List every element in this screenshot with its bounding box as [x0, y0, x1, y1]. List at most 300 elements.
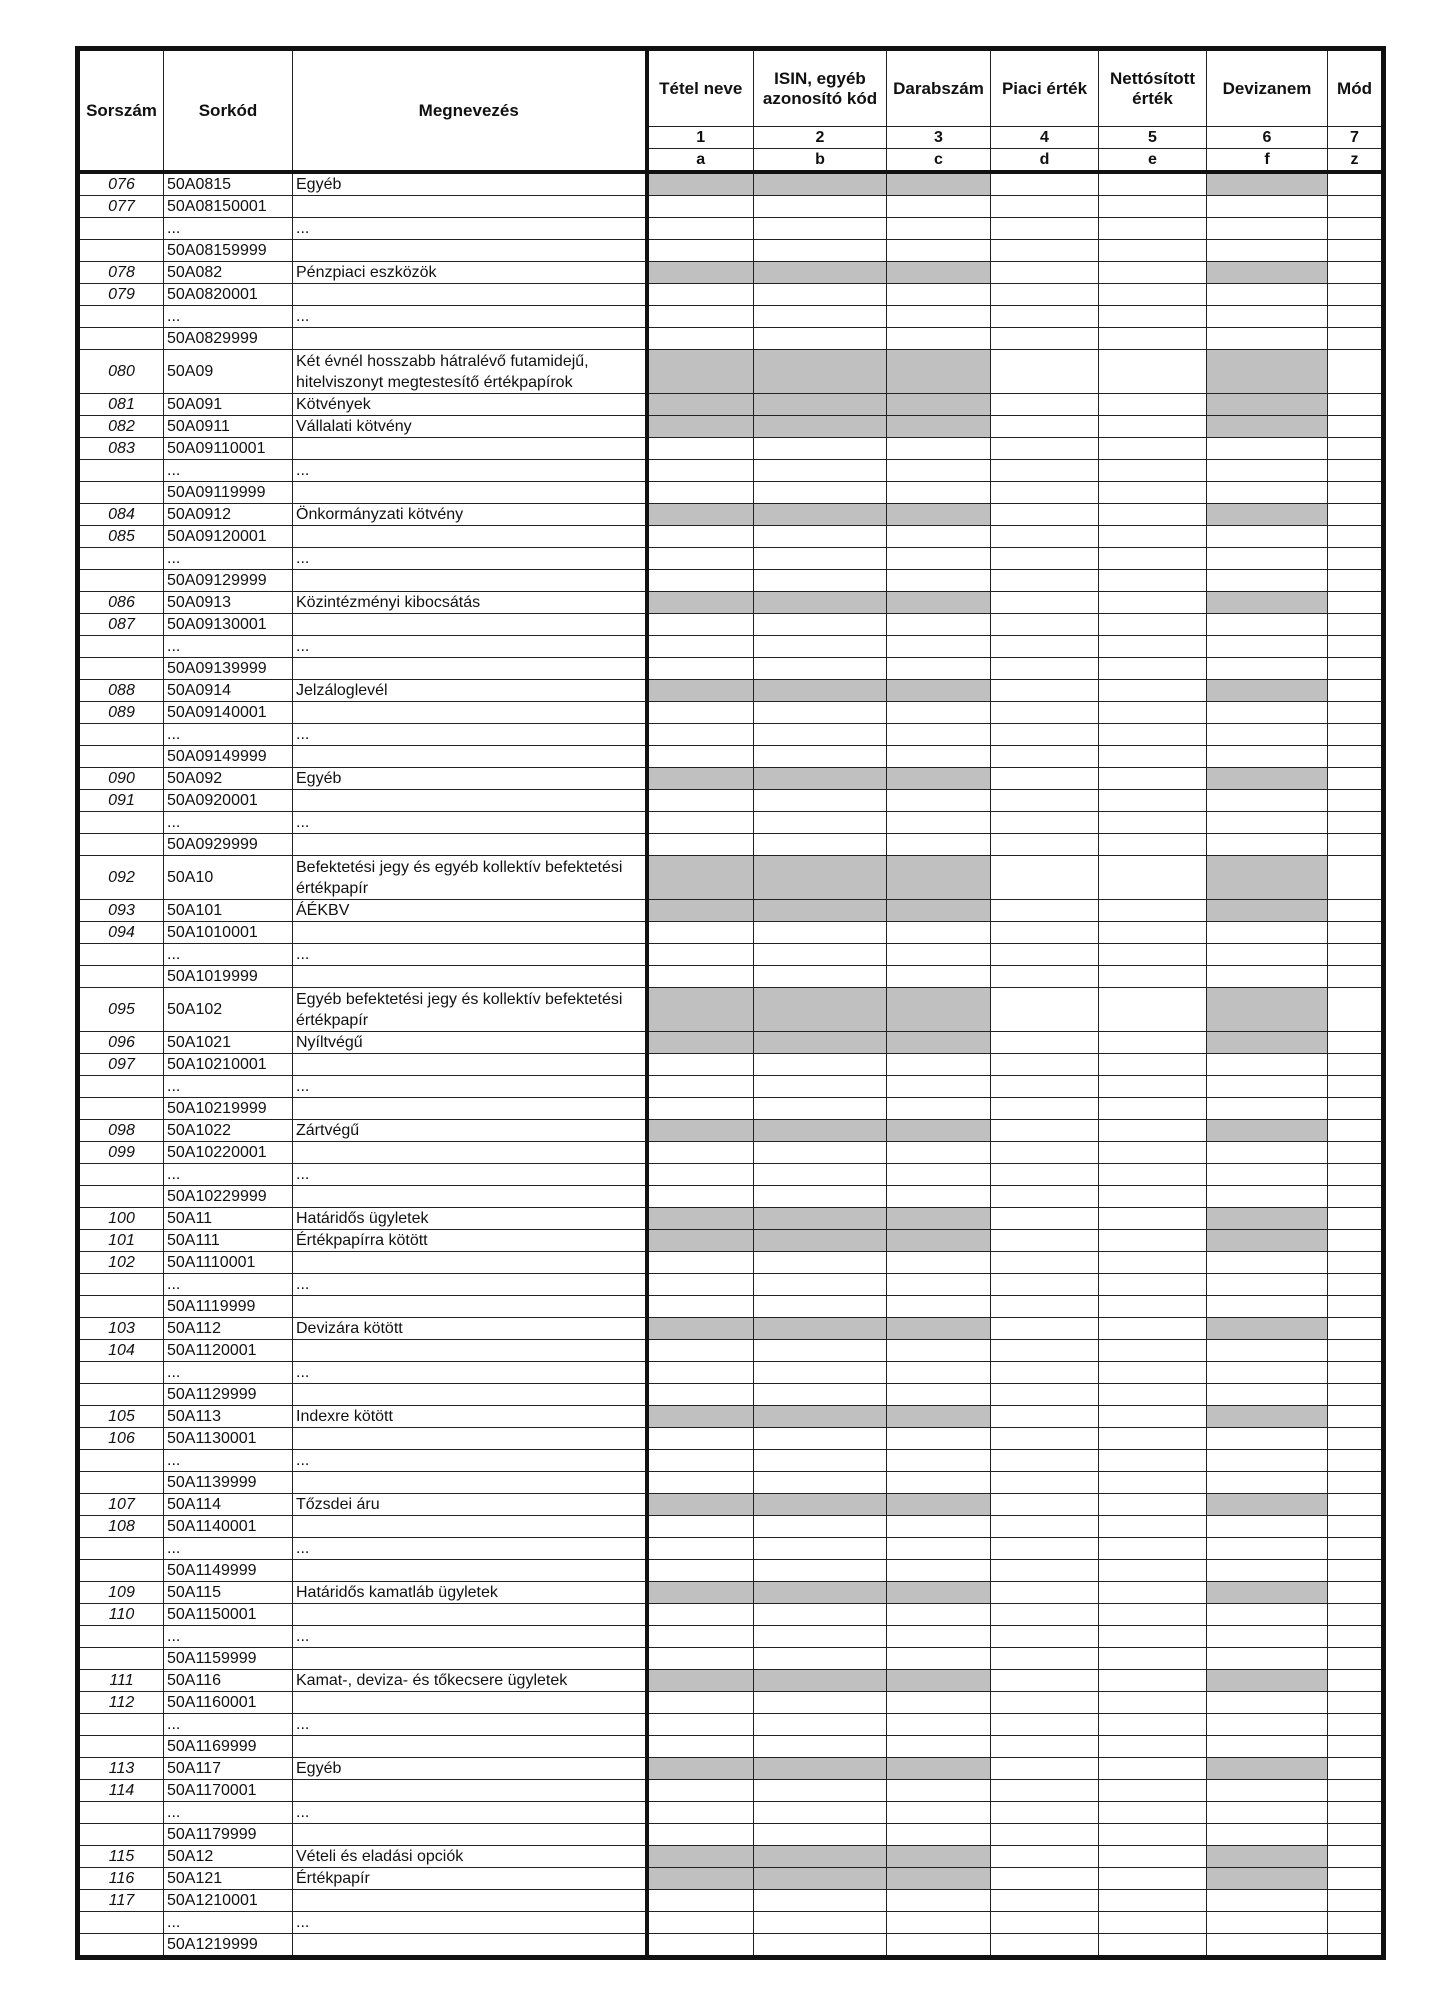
- data-cell-col-3[interactable]: [887, 548, 991, 570]
- data-cell-col-4[interactable]: [991, 1186, 1099, 1208]
- data-cell-col-7[interactable]: [1328, 1076, 1384, 1098]
- data-cell-col-2[interactable]: [754, 196, 887, 218]
- data-cell-col-3[interactable]: [887, 1648, 991, 1670]
- data-cell-col-1[interactable]: [647, 1428, 754, 1450]
- data-cell-col-1[interactable]: [647, 1824, 754, 1846]
- data-cell-col-7[interactable]: [1328, 1868, 1384, 1890]
- data-cell-col-5[interactable]: [1099, 482, 1207, 504]
- data-cell-col-5[interactable]: [1099, 1516, 1207, 1538]
- data-cell-col-1[interactable]: [647, 1274, 754, 1296]
- data-cell-col-3[interactable]: [887, 1934, 991, 1958]
- data-cell-col-6[interactable]: [1207, 1692, 1328, 1714]
- data-cell-col-2[interactable]: [754, 1384, 887, 1406]
- data-cell-col-5[interactable]: [1099, 284, 1207, 306]
- data-cell-col-4[interactable]: [991, 1450, 1099, 1472]
- data-cell-col-7[interactable]: [1328, 262, 1384, 284]
- data-cell-col-1[interactable]: [647, 328, 754, 350]
- data-cell-col-4[interactable]: [991, 614, 1099, 636]
- data-cell-col-4[interactable]: [991, 856, 1099, 900]
- data-cell-col-5[interactable]: [1099, 1472, 1207, 1494]
- data-cell-col-5[interactable]: [1099, 1032, 1207, 1054]
- data-cell-col-7[interactable]: [1328, 1340, 1384, 1362]
- data-cell-col-1[interactable]: [647, 482, 754, 504]
- data-cell-col-3[interactable]: [887, 1736, 991, 1758]
- data-cell-col-5[interactable]: [1099, 1692, 1207, 1714]
- data-cell-col-6[interactable]: [1207, 1648, 1328, 1670]
- data-cell-col-3[interactable]: [887, 922, 991, 944]
- data-cell-col-2[interactable]: [754, 1802, 887, 1824]
- data-cell-col-1[interactable]: [647, 1516, 754, 1538]
- data-cell-col-2[interactable]: [754, 1780, 887, 1802]
- data-cell-col-4[interactable]: [991, 196, 1099, 218]
- data-cell-col-6[interactable]: [1207, 746, 1328, 768]
- data-cell-col-5[interactable]: [1099, 504, 1207, 526]
- data-cell-col-4[interactable]: [991, 1384, 1099, 1406]
- data-cell-col-7[interactable]: [1328, 548, 1384, 570]
- data-cell-col-2[interactable]: [754, 614, 887, 636]
- data-cell-col-7[interactable]: [1328, 1780, 1384, 1802]
- data-cell-col-4[interactable]: [991, 172, 1099, 196]
- data-cell-col-7[interactable]: [1328, 658, 1384, 680]
- data-cell-col-4[interactable]: [991, 1318, 1099, 1340]
- data-cell-col-2[interactable]: [754, 1186, 887, 1208]
- data-cell-col-4[interactable]: [991, 790, 1099, 812]
- data-cell-col-2[interactable]: [754, 1714, 887, 1736]
- data-cell-col-2[interactable]: [754, 1252, 887, 1274]
- data-cell-col-4[interactable]: [991, 1516, 1099, 1538]
- data-cell-col-1[interactable]: [647, 1648, 754, 1670]
- data-cell-col-7[interactable]: [1328, 1208, 1384, 1230]
- data-cell-col-1[interactable]: [647, 746, 754, 768]
- data-cell-col-3[interactable]: [887, 1340, 991, 1362]
- data-cell-col-4[interactable]: [991, 416, 1099, 438]
- data-cell-col-2[interactable]: [754, 702, 887, 724]
- data-cell-col-4[interactable]: [991, 548, 1099, 570]
- data-cell-col-2[interactable]: [754, 1626, 887, 1648]
- data-cell-col-5[interactable]: [1099, 834, 1207, 856]
- data-cell-col-3[interactable]: [887, 1252, 991, 1274]
- data-cell-col-1[interactable]: [647, 460, 754, 482]
- data-cell-col-4[interactable]: [991, 1714, 1099, 1736]
- data-cell-col-6[interactable]: [1207, 724, 1328, 746]
- data-cell-col-7[interactable]: [1328, 218, 1384, 240]
- data-cell-col-2[interactable]: [754, 1824, 887, 1846]
- data-cell-col-7[interactable]: [1328, 504, 1384, 526]
- data-cell-col-4[interactable]: [991, 1890, 1099, 1912]
- data-cell-col-4[interactable]: [991, 1692, 1099, 1714]
- data-cell-col-4[interactable]: [991, 1582, 1099, 1604]
- data-cell-col-5[interactable]: [1099, 1384, 1207, 1406]
- data-cell-col-1[interactable]: [647, 284, 754, 306]
- data-cell-col-2[interactable]: [754, 1142, 887, 1164]
- data-cell-col-2[interactable]: [754, 1560, 887, 1582]
- data-cell-col-1[interactable]: [647, 1142, 754, 1164]
- data-cell-col-2[interactable]: [754, 1912, 887, 1934]
- data-cell-col-5[interactable]: [1099, 1912, 1207, 1934]
- data-cell-col-7[interactable]: [1328, 1252, 1384, 1274]
- data-cell-col-2[interactable]: [754, 1164, 887, 1186]
- data-cell-col-6[interactable]: [1207, 1516, 1328, 1538]
- data-cell-col-4[interactable]: [991, 1032, 1099, 1054]
- data-cell-col-1[interactable]: [647, 1890, 754, 1912]
- data-cell-col-2[interactable]: [754, 1516, 887, 1538]
- data-cell-col-5[interactable]: [1099, 1670, 1207, 1692]
- data-cell-col-2[interactable]: [754, 570, 887, 592]
- data-cell-col-5[interactable]: [1099, 196, 1207, 218]
- data-cell-col-5[interactable]: [1099, 1054, 1207, 1076]
- data-cell-col-7[interactable]: [1328, 1472, 1384, 1494]
- data-cell-col-6[interactable]: [1207, 658, 1328, 680]
- data-cell-col-3[interactable]: [887, 328, 991, 350]
- data-cell-col-5[interactable]: [1099, 1098, 1207, 1120]
- data-cell-col-5[interactable]: [1099, 1494, 1207, 1516]
- data-cell-col-5[interactable]: [1099, 636, 1207, 658]
- data-cell-col-3[interactable]: [887, 1560, 991, 1582]
- data-cell-col-6[interactable]: [1207, 1890, 1328, 1912]
- data-cell-col-4[interactable]: [991, 1362, 1099, 1384]
- data-cell-col-5[interactable]: [1099, 1230, 1207, 1252]
- data-cell-col-1[interactable]: [647, 1780, 754, 1802]
- data-cell-col-7[interactable]: [1328, 966, 1384, 988]
- data-cell-col-4[interactable]: [991, 1868, 1099, 1890]
- data-cell-col-6[interactable]: [1207, 922, 1328, 944]
- data-cell-col-5[interactable]: [1099, 944, 1207, 966]
- data-cell-col-4[interactable]: [991, 900, 1099, 922]
- data-cell-col-4[interactable]: [991, 1648, 1099, 1670]
- data-cell-col-3[interactable]: [887, 702, 991, 724]
- data-cell-col-7[interactable]: [1328, 1274, 1384, 1296]
- data-cell-col-3[interactable]: [887, 746, 991, 768]
- data-cell-col-1[interactable]: [647, 570, 754, 592]
- data-cell-col-2[interactable]: [754, 812, 887, 834]
- data-cell-col-4[interactable]: [991, 1604, 1099, 1626]
- data-cell-col-3[interactable]: [887, 812, 991, 834]
- data-cell-col-7[interactable]: [1328, 1186, 1384, 1208]
- data-cell-col-3[interactable]: [887, 636, 991, 658]
- data-cell-col-5[interactable]: [1099, 746, 1207, 768]
- data-cell-col-7[interactable]: [1328, 438, 1384, 460]
- data-cell-col-7[interactable]: [1328, 1758, 1384, 1780]
- data-cell-col-2[interactable]: [754, 328, 887, 350]
- data-cell-col-7[interactable]: [1328, 702, 1384, 724]
- data-cell-col-7[interactable]: [1328, 944, 1384, 966]
- data-cell-col-5[interactable]: [1099, 240, 1207, 262]
- data-cell-col-1[interactable]: [647, 1164, 754, 1186]
- data-cell-col-6[interactable]: [1207, 306, 1328, 328]
- data-cell-col-3[interactable]: [887, 834, 991, 856]
- data-cell-col-1[interactable]: [647, 1054, 754, 1076]
- data-cell-col-4[interactable]: [991, 1428, 1099, 1450]
- data-cell-col-4[interactable]: [991, 1560, 1099, 1582]
- data-cell-col-6[interactable]: [1207, 834, 1328, 856]
- data-cell-col-4[interactable]: [991, 328, 1099, 350]
- data-cell-col-6[interactable]: [1207, 1780, 1328, 1802]
- data-cell-col-1[interactable]: [647, 1560, 754, 1582]
- data-cell-col-7[interactable]: [1328, 350, 1384, 394]
- data-cell-col-2[interactable]: [754, 1362, 887, 1384]
- data-cell-col-5[interactable]: [1099, 1824, 1207, 1846]
- data-cell-col-2[interactable]: [754, 438, 887, 460]
- data-cell-col-5[interactable]: [1099, 350, 1207, 394]
- data-cell-col-6[interactable]: [1207, 1472, 1328, 1494]
- data-cell-col-4[interactable]: [991, 1736, 1099, 1758]
- data-cell-col-4[interactable]: [991, 1164, 1099, 1186]
- data-cell-col-3[interactable]: [887, 1098, 991, 1120]
- data-cell-col-3[interactable]: [887, 658, 991, 680]
- data-cell-col-7[interactable]: [1328, 1538, 1384, 1560]
- data-cell-col-1[interactable]: [647, 1340, 754, 1362]
- data-cell-col-7[interactable]: [1328, 988, 1384, 1032]
- data-cell-col-6[interactable]: [1207, 1824, 1328, 1846]
- data-cell-col-7[interactable]: [1328, 172, 1384, 196]
- data-cell-col-4[interactable]: [991, 834, 1099, 856]
- data-cell-col-3[interactable]: [887, 1912, 991, 1934]
- data-cell-col-6[interactable]: [1207, 1076, 1328, 1098]
- data-cell-col-7[interactable]: [1328, 724, 1384, 746]
- data-cell-col-5[interactable]: [1099, 1274, 1207, 1296]
- data-cell-col-7[interactable]: [1328, 1516, 1384, 1538]
- data-cell-col-2[interactable]: [754, 1472, 887, 1494]
- data-cell-col-3[interactable]: [887, 284, 991, 306]
- data-cell-col-1[interactable]: [647, 1692, 754, 1714]
- data-cell-col-4[interactable]: [991, 394, 1099, 416]
- data-cell-col-3[interactable]: [887, 724, 991, 746]
- data-cell-col-7[interactable]: [1328, 680, 1384, 702]
- data-cell-col-3[interactable]: [887, 196, 991, 218]
- data-cell-col-1[interactable]: [647, 1626, 754, 1648]
- data-cell-col-4[interactable]: [991, 240, 1099, 262]
- data-cell-col-5[interactable]: [1099, 614, 1207, 636]
- data-cell-col-7[interactable]: [1328, 306, 1384, 328]
- data-cell-col-1[interactable]: [647, 1362, 754, 1384]
- data-cell-col-4[interactable]: [991, 350, 1099, 394]
- data-cell-col-3[interactable]: [887, 1626, 991, 1648]
- data-cell-col-5[interactable]: [1099, 1318, 1207, 1340]
- data-cell-col-2[interactable]: [754, 460, 887, 482]
- data-cell-col-4[interactable]: [991, 1296, 1099, 1318]
- data-cell-col-2[interactable]: [754, 1736, 887, 1758]
- data-cell-col-1[interactable]: [647, 790, 754, 812]
- data-cell-col-4[interactable]: [991, 636, 1099, 658]
- data-cell-col-3[interactable]: [887, 1692, 991, 1714]
- data-cell-col-5[interactable]: [1099, 812, 1207, 834]
- data-cell-col-4[interactable]: [991, 306, 1099, 328]
- data-cell-col-5[interactable]: [1099, 1780, 1207, 1802]
- data-cell-col-5[interactable]: [1099, 1142, 1207, 1164]
- data-cell-col-5[interactable]: [1099, 856, 1207, 900]
- data-cell-col-1[interactable]: [647, 1912, 754, 1934]
- data-cell-col-3[interactable]: [887, 1890, 991, 1912]
- data-cell-col-1[interactable]: [647, 1736, 754, 1758]
- data-cell-col-7[interactable]: [1328, 812, 1384, 834]
- data-cell-col-7[interactable]: [1328, 856, 1384, 900]
- data-cell-col-6[interactable]: [1207, 1912, 1328, 1934]
- data-cell-col-6[interactable]: [1207, 1714, 1328, 1736]
- data-cell-col-2[interactable]: [754, 1934, 887, 1958]
- data-cell-col-7[interactable]: [1328, 1560, 1384, 1582]
- data-cell-col-5[interactable]: [1099, 790, 1207, 812]
- data-cell-col-5[interactable]: [1099, 922, 1207, 944]
- data-cell-col-5[interactable]: [1099, 658, 1207, 680]
- data-cell-col-4[interactable]: [991, 460, 1099, 482]
- data-cell-col-4[interactable]: [991, 1054, 1099, 1076]
- data-cell-col-6[interactable]: [1207, 944, 1328, 966]
- data-cell-col-1[interactable]: [647, 438, 754, 460]
- data-cell-col-7[interactable]: [1328, 1582, 1384, 1604]
- data-cell-col-4[interactable]: [991, 1934, 1099, 1958]
- data-cell-col-7[interactable]: [1328, 1428, 1384, 1450]
- data-cell-col-7[interactable]: [1328, 482, 1384, 504]
- data-cell-col-5[interactable]: [1099, 1362, 1207, 1384]
- data-cell-col-5[interactable]: [1099, 1758, 1207, 1780]
- data-cell-col-5[interactable]: [1099, 1648, 1207, 1670]
- data-cell-col-4[interactable]: [991, 768, 1099, 790]
- data-cell-col-7[interactable]: [1328, 328, 1384, 350]
- data-cell-col-5[interactable]: [1099, 1604, 1207, 1626]
- data-cell-col-6[interactable]: [1207, 1252, 1328, 1274]
- data-cell-col-5[interactable]: [1099, 306, 1207, 328]
- data-cell-col-7[interactable]: [1328, 1230, 1384, 1252]
- data-cell-col-7[interactable]: [1328, 768, 1384, 790]
- data-cell-col-2[interactable]: [754, 1296, 887, 1318]
- data-cell-col-3[interactable]: [887, 1296, 991, 1318]
- data-cell-col-6[interactable]: [1207, 636, 1328, 658]
- data-cell-col-5[interactable]: [1099, 1626, 1207, 1648]
- data-cell-col-5[interactable]: [1099, 1164, 1207, 1186]
- data-cell-col-1[interactable]: [647, 1604, 754, 1626]
- data-cell-col-3[interactable]: [887, 1164, 991, 1186]
- data-cell-col-7[interactable]: [1328, 394, 1384, 416]
- data-cell-col-7[interactable]: [1328, 526, 1384, 548]
- data-cell-col-4[interactable]: [991, 284, 1099, 306]
- data-cell-col-1[interactable]: [647, 834, 754, 856]
- data-cell-col-5[interactable]: [1099, 172, 1207, 196]
- data-cell-col-4[interactable]: [991, 944, 1099, 966]
- data-cell-col-3[interactable]: [887, 570, 991, 592]
- data-cell-col-2[interactable]: [754, 1428, 887, 1450]
- data-cell-col-3[interactable]: [887, 306, 991, 328]
- data-cell-col-3[interactable]: [887, 1824, 991, 1846]
- data-cell-col-1[interactable]: [647, 1714, 754, 1736]
- data-cell-col-6[interactable]: [1207, 526, 1328, 548]
- data-cell-col-7[interactable]: [1328, 834, 1384, 856]
- data-cell-col-4[interactable]: [991, 680, 1099, 702]
- data-cell-col-5[interactable]: [1099, 1450, 1207, 1472]
- data-cell-col-4[interactable]: [991, 1824, 1099, 1846]
- data-cell-col-6[interactable]: [1207, 812, 1328, 834]
- data-cell-col-7[interactable]: [1328, 1890, 1384, 1912]
- data-cell-col-7[interactable]: [1328, 1670, 1384, 1692]
- data-cell-col-3[interactable]: [887, 1274, 991, 1296]
- data-cell-col-2[interactable]: [754, 1538, 887, 1560]
- data-cell-col-5[interactable]: [1099, 1406, 1207, 1428]
- data-cell-col-7[interactable]: [1328, 1648, 1384, 1670]
- data-cell-col-5[interactable]: [1099, 1538, 1207, 1560]
- data-cell-col-5[interactable]: [1099, 1714, 1207, 1736]
- data-cell-col-2[interactable]: [754, 658, 887, 680]
- data-cell-col-1[interactable]: [647, 1450, 754, 1472]
- data-cell-col-4[interactable]: [991, 1780, 1099, 1802]
- data-cell-col-6[interactable]: [1207, 1802, 1328, 1824]
- data-cell-col-4[interactable]: [991, 1406, 1099, 1428]
- data-cell-col-2[interactable]: [754, 1604, 887, 1626]
- data-cell-col-6[interactable]: [1207, 614, 1328, 636]
- data-cell-col-1[interactable]: [647, 1802, 754, 1824]
- data-cell-col-6[interactable]: [1207, 438, 1328, 460]
- data-cell-col-2[interactable]: [754, 306, 887, 328]
- data-cell-col-2[interactable]: [754, 1450, 887, 1472]
- data-cell-col-2[interactable]: [754, 526, 887, 548]
- data-cell-col-1[interactable]: [647, 702, 754, 724]
- data-cell-col-2[interactable]: [754, 1274, 887, 1296]
- data-cell-col-7[interactable]: [1328, 1032, 1384, 1054]
- data-cell-col-3[interactable]: [887, 218, 991, 240]
- data-cell-col-7[interactable]: [1328, 1362, 1384, 1384]
- data-cell-col-2[interactable]: [754, 284, 887, 306]
- data-cell-col-3[interactable]: [887, 1538, 991, 1560]
- data-cell-col-7[interactable]: [1328, 460, 1384, 482]
- data-cell-col-4[interactable]: [991, 1758, 1099, 1780]
- data-cell-col-1[interactable]: [647, 1384, 754, 1406]
- data-cell-col-1[interactable]: [647, 1076, 754, 1098]
- data-cell-col-4[interactable]: [991, 812, 1099, 834]
- data-cell-col-6[interactable]: [1207, 790, 1328, 812]
- data-cell-col-5[interactable]: [1099, 1560, 1207, 1582]
- data-cell-col-5[interactable]: [1099, 526, 1207, 548]
- data-cell-col-2[interactable]: [754, 1076, 887, 1098]
- data-cell-col-2[interactable]: [754, 636, 887, 658]
- data-cell-col-4[interactable]: [991, 1120, 1099, 1142]
- data-cell-col-4[interactable]: [991, 988, 1099, 1032]
- data-cell-col-7[interactable]: [1328, 196, 1384, 218]
- data-cell-col-4[interactable]: [991, 1802, 1099, 1824]
- data-cell-col-3[interactable]: [887, 1714, 991, 1736]
- data-cell-col-1[interactable]: [647, 1252, 754, 1274]
- data-cell-col-7[interactable]: [1328, 416, 1384, 438]
- data-cell-col-5[interactable]: [1099, 394, 1207, 416]
- data-cell-col-7[interactable]: [1328, 1054, 1384, 1076]
- data-cell-col-3[interactable]: [887, 966, 991, 988]
- data-cell-col-4[interactable]: [991, 1626, 1099, 1648]
- data-cell-col-4[interactable]: [991, 1538, 1099, 1560]
- data-cell-col-1[interactable]: [647, 1296, 754, 1318]
- data-cell-col-5[interactable]: [1099, 218, 1207, 240]
- data-cell-col-6[interactable]: [1207, 328, 1328, 350]
- data-cell-col-5[interactable]: [1099, 570, 1207, 592]
- data-cell-col-5[interactable]: [1099, 768, 1207, 790]
- data-cell-col-4[interactable]: [991, 1340, 1099, 1362]
- data-cell-col-7[interactable]: [1328, 1098, 1384, 1120]
- data-cell-col-2[interactable]: [754, 922, 887, 944]
- data-cell-col-1[interactable]: [647, 196, 754, 218]
- data-cell-col-2[interactable]: [754, 218, 887, 240]
- data-cell-col-6[interactable]: [1207, 702, 1328, 724]
- data-cell-col-7[interactable]: [1328, 1912, 1384, 1934]
- data-cell-col-5[interactable]: [1099, 702, 1207, 724]
- data-cell-col-4[interactable]: [991, 658, 1099, 680]
- data-cell-col-1[interactable]: [647, 724, 754, 746]
- data-cell-col-6[interactable]: [1207, 1450, 1328, 1472]
- data-cell-col-3[interactable]: [887, 240, 991, 262]
- data-cell-col-2[interactable]: [754, 724, 887, 746]
- data-cell-col-1[interactable]: [647, 526, 754, 548]
- data-cell-col-4[interactable]: [991, 746, 1099, 768]
- data-cell-col-3[interactable]: [887, 1142, 991, 1164]
- data-cell-col-1[interactable]: [647, 240, 754, 262]
- data-cell-col-4[interactable]: [991, 482, 1099, 504]
- data-cell-col-2[interactable]: [754, 1692, 887, 1714]
- data-cell-col-4[interactable]: [991, 922, 1099, 944]
